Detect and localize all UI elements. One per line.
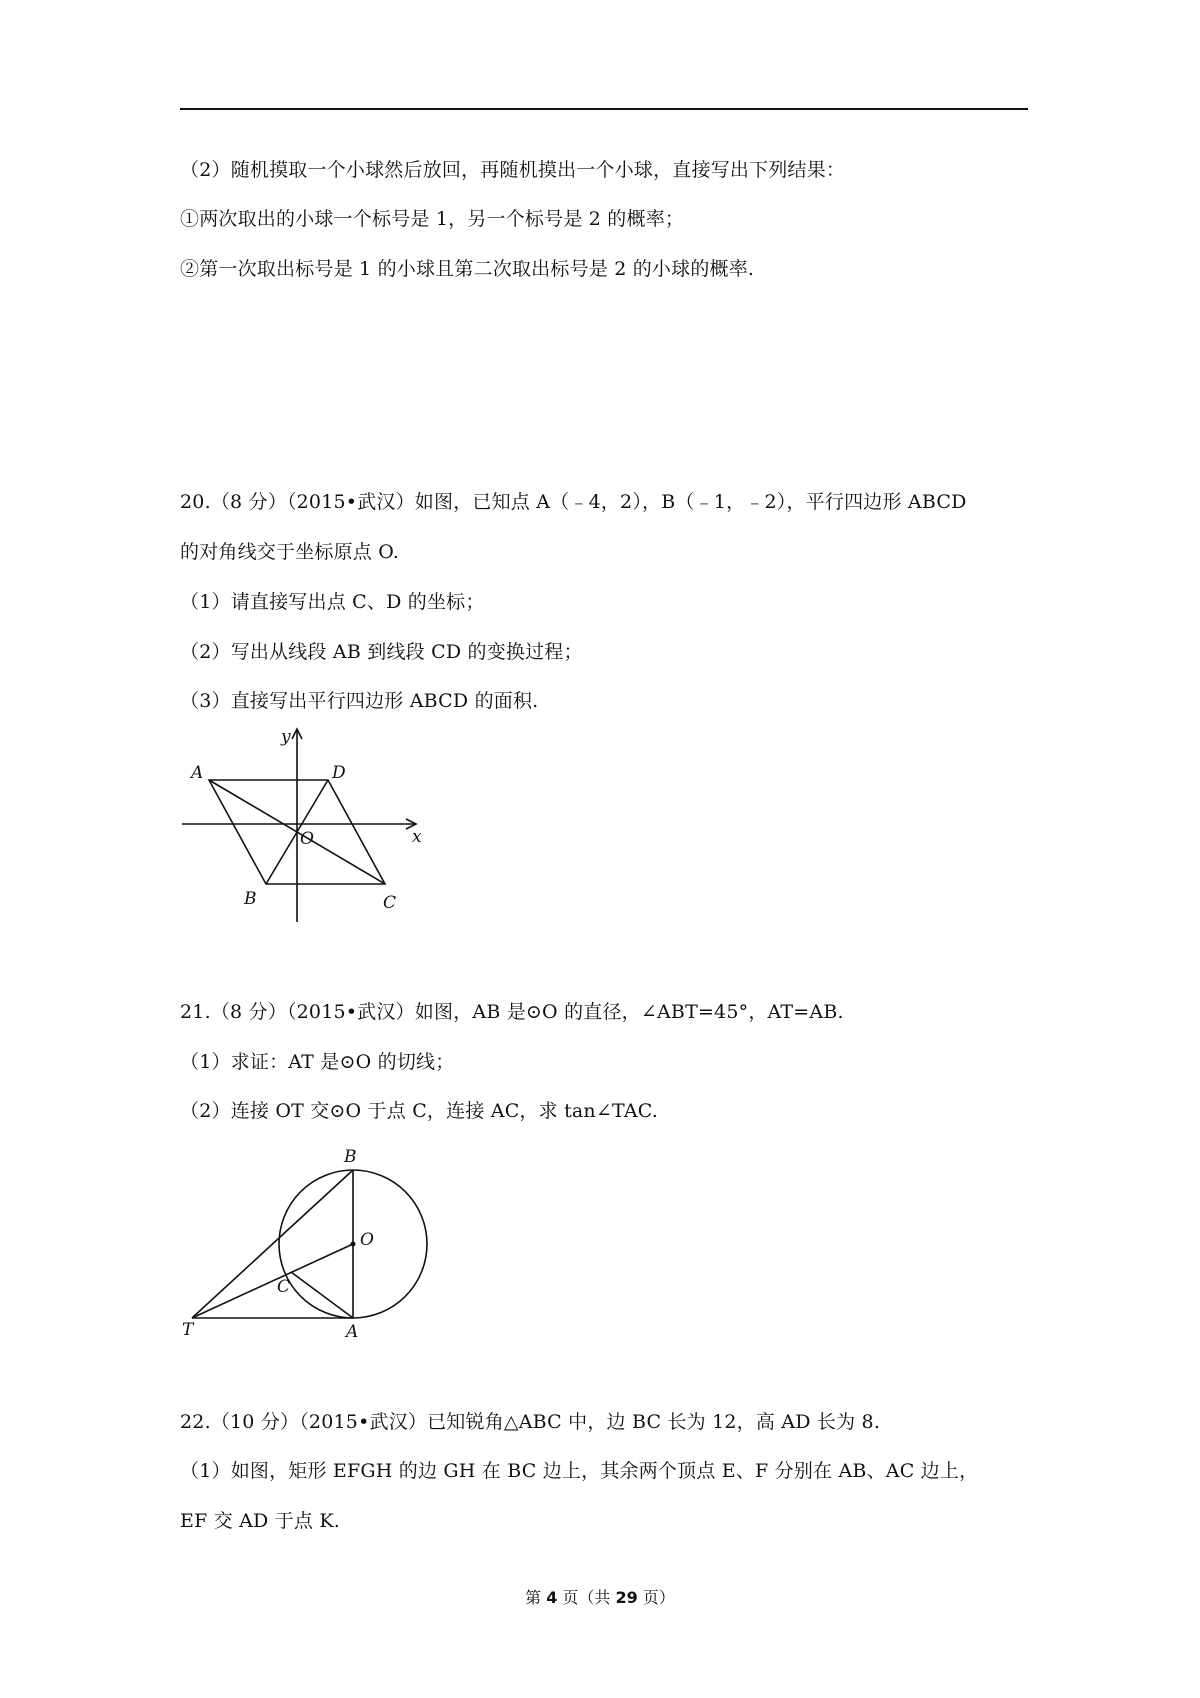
q21-figure xyxy=(180,1138,440,1343)
q21-stem: 21.（8 分）（2015•武汉）如图，AB 是⊙O 的直径，∠ABT=45°，AT=AB. xyxy=(180,1001,844,1023)
footer-total-pages: 29 xyxy=(615,1588,638,1607)
q21-circle-diagram xyxy=(180,1138,440,1343)
label-B: B xyxy=(244,889,257,909)
q22-part1-line1: （1）如图，矩形 EFGH 的边 GH 在 BC 边上，其余两个顶点 E、F 分别在 AB、AC 边上， xyxy=(180,1460,979,1482)
center-point-o xyxy=(351,1242,356,1247)
footer-middle: 页（共 xyxy=(562,1588,611,1607)
label-A: A xyxy=(346,1322,359,1342)
label-C: C xyxy=(277,1277,291,1297)
label-O: O xyxy=(360,1230,374,1250)
page-footer xyxy=(0,1587,1200,1609)
q21-part2: （2）连接 OT 交⊙O 于点 C，连接 AC，求 tan∠TAC. xyxy=(180,1100,659,1122)
q20-stem-line2: 的对角线交于坐标原点 O. xyxy=(180,541,400,563)
label-y: y xyxy=(281,727,291,747)
label-D: D xyxy=(332,763,346,783)
q19-part2: （2）随机摸取一个小球然后放回，再随机摸出一个小球，直接写出下列结果： xyxy=(180,159,846,181)
q20-stem-line1: 20.（8 分）（2015•武汉）如图，已知点 A（﹣4，2），B（﹣1，﹣2），平行四边形 ABCD xyxy=(180,491,967,513)
q20-part2: （2）写出从线段 AB 到线段 CD 的变换过程； xyxy=(180,641,583,663)
q20-parallelogram-diagram xyxy=(180,722,430,927)
q20-figure xyxy=(180,722,430,927)
q22-stem: 22.（10 分）（2015•武汉）已知锐角△ABC 中，边 BC 长为 12，高 AD 长为 8. xyxy=(180,1411,881,1433)
q19-item1: ①两次取出的小球一个标号是 1，另一个标号是 2 的概率； xyxy=(180,208,685,230)
footer-page-number: 4 xyxy=(546,1588,558,1607)
segment-to xyxy=(192,1244,353,1318)
q19-item2: ②第一次取出标号是 1 的小球且第二次取出标号是 2 的小球的概率. xyxy=(180,258,755,280)
label-B: B xyxy=(344,1147,357,1167)
q20-part1: （1）请直接写出点 C、D 的坐标； xyxy=(180,591,485,613)
label-A: A xyxy=(191,763,204,783)
label-C: C xyxy=(383,893,397,913)
q20-part3: （3）直接写出平行四边形 ABCD 的面积. xyxy=(180,690,539,712)
segment-tb xyxy=(192,1170,353,1318)
q22-part1-line2: EF 交 AD 于点 K. xyxy=(180,1510,340,1532)
q21-part1: （1）求证：AT 是⊙O 的切线； xyxy=(180,1051,455,1073)
label-x: x xyxy=(412,827,422,847)
footer-prefix: 第 xyxy=(525,1588,542,1607)
footer-suffix: 页） xyxy=(642,1588,675,1607)
label-T: T xyxy=(182,1320,194,1340)
header-rule xyxy=(180,108,1028,110)
label-O: O xyxy=(300,829,314,849)
